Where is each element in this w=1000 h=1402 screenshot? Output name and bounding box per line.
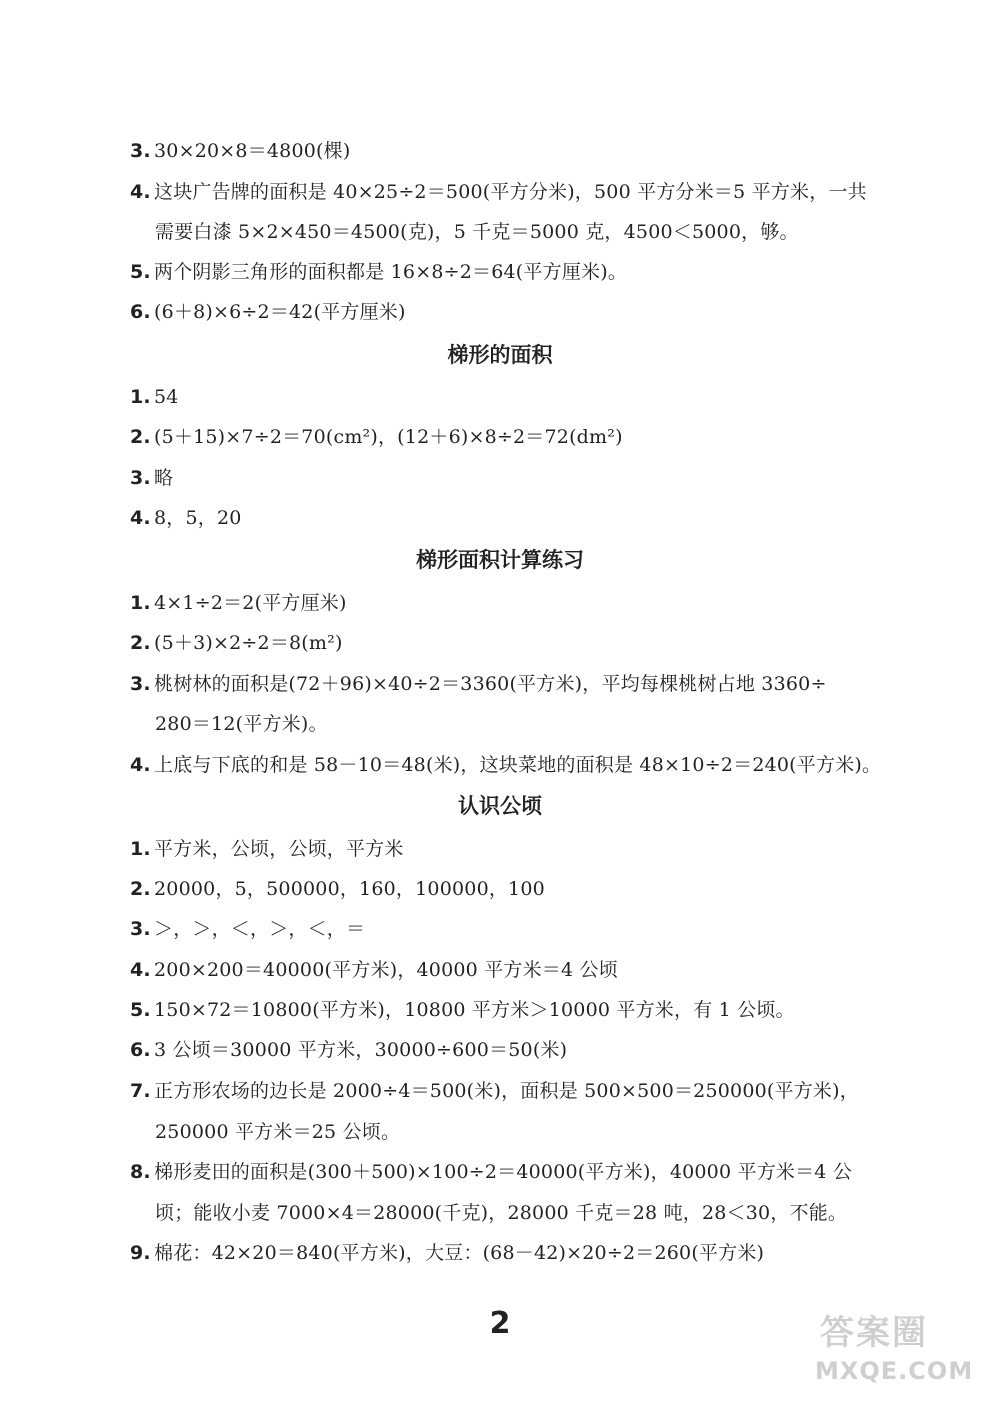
item-text: 3 公顷＝30000 平方米，30000÷600＝50(米) <box>154 1039 568 1061</box>
item-number: 4. <box>130 754 151 776</box>
section-title: 梯形面积计算练习 <box>416 548 584 572</box>
answer-item <box>130 1077 859 1105</box>
item-text: 8，5，20 <box>154 507 242 529</box>
item-number: 7. <box>130 1080 151 1102</box>
answer-item <box>130 670 827 698</box>
page-number: 2 <box>489 1306 511 1341</box>
item-text: 略 <box>154 467 174 489</box>
item-text: (5＋15)×7÷2＝70(cm²)，(12＋6)×8÷2＝72(dm²) <box>154 426 623 448</box>
item-text: (6＋8)×6÷2＝42(平方厘米) <box>154 301 406 323</box>
item-text: 这块广告牌的面积是 40×25÷2＝500(平方分米)，500 平方分米＝5 平方米，一共 <box>154 181 867 203</box>
answer-item <box>130 629 343 657</box>
answer-item-continuation: 280＝12(平方米)。 <box>155 713 328 735</box>
item-number: 8. <box>130 1161 151 1183</box>
answer-item <box>130 137 350 165</box>
answer-item <box>130 383 179 411</box>
section-title: 梯形的面积 <box>447 343 553 367</box>
answer-item <box>130 298 406 326</box>
answer-item <box>130 464 173 492</box>
answer-item <box>130 258 627 286</box>
item-text: 20000，5，500000，160，100000，100 <box>154 878 545 900</box>
answer-item <box>130 915 365 943</box>
answer-item-continuation: 顷；能收小麦 7000×4＝28000(千克)，28000 千克＝28 吨，28＜30，不能。 <box>155 1202 848 1224</box>
item-number: 3. <box>130 140 151 162</box>
answer-item <box>130 1239 764 1267</box>
item-number: 5. <box>130 999 151 1021</box>
answer-item <box>130 996 795 1024</box>
item-number: 6. <box>130 1039 151 1061</box>
item-number: 4. <box>130 959 151 981</box>
answer-item <box>130 875 545 903</box>
item-number: 4. <box>130 507 151 529</box>
answer-item-continuation: 250000 平方米＝25 公顷。 <box>155 1121 401 1143</box>
answer-item <box>130 504 242 532</box>
item-text: 150×72＝10800(平方米)，10800 平方米＞10000 平方米，有 1 公顷。 <box>154 999 795 1021</box>
item-text: ＞，＞，＜，＞，＜，＝ <box>154 918 366 940</box>
item-number: 3. <box>130 673 151 695</box>
item-number: 3. <box>130 918 151 940</box>
answer-item <box>130 751 881 779</box>
answer-item-continuation: 需要白漆 5×2×450＝4500(克)，5 千克＝5000 克，4500＜5000，够。 <box>155 221 799 243</box>
item-number: 2. <box>130 632 151 654</box>
answer-item <box>130 835 404 863</box>
item-text: 4×1÷2＝2(平方厘米) <box>154 592 347 614</box>
item-text: 上底与下底的和是 58－10＝48(米)，这块菜地的面积是 48×10÷2＝240(平方米)。 <box>154 754 882 776</box>
answer-item <box>130 1158 852 1186</box>
item-text: (5＋3)×2÷2＝8(m²) <box>154 632 343 654</box>
answer-item <box>130 1036 567 1064</box>
item-number: 5. <box>130 261 151 283</box>
item-text: 两个阴影三角形的面积都是 16×8÷2＝64(平方厘米)。 <box>154 261 628 283</box>
item-text: 200×200＝40000(平方米)，40000 平方米＝4 公顷 <box>154 959 618 981</box>
item-number: 6. <box>130 301 151 323</box>
item-number: 1. <box>130 592 151 614</box>
item-text: 平方米，公顷，公顷，平方米 <box>154 838 404 860</box>
answer-item <box>130 589 347 617</box>
item-number: 9. <box>130 1242 151 1264</box>
item-number: 2. <box>130 426 151 448</box>
item-text: 30×20×8＝4800(棵) <box>154 140 351 162</box>
watermark-logo <box>815 1305 995 1400</box>
item-text: 桃树林的面积是(72＋96)×40÷2＝3360(平方米)，平均每棵桃树占地 3360÷ <box>154 673 827 695</box>
answer-item <box>130 423 623 451</box>
section-title: 认识公顷 <box>458 794 542 818</box>
watermark-text-bottom: MXQE.COM <box>815 1357 974 1385</box>
item-text: 梯形麦田的面积是(300＋500)×100÷2＝40000(平方米)，40000 平方米＝4 公 <box>154 1161 853 1183</box>
watermark-text-top: 答案圈 <box>820 1313 928 1353</box>
item-number: 4. <box>130 181 151 203</box>
answer-item <box>130 956 618 984</box>
item-number: 1. <box>130 838 151 860</box>
item-text: 棉花：42×20＝840(平方米)，大豆：(68－42)×20÷2＝260(平方米) <box>154 1242 765 1264</box>
item-number: 2. <box>130 878 151 900</box>
answer-item <box>130 178 867 206</box>
item-number: 3. <box>130 467 151 489</box>
item-text: 54 <box>154 386 179 408</box>
item-text: 正方形农场的边长是 2000÷4＝500(米)，面积是 500×500＝250000(平方米)， <box>154 1080 859 1102</box>
item-number: 1. <box>130 386 151 408</box>
